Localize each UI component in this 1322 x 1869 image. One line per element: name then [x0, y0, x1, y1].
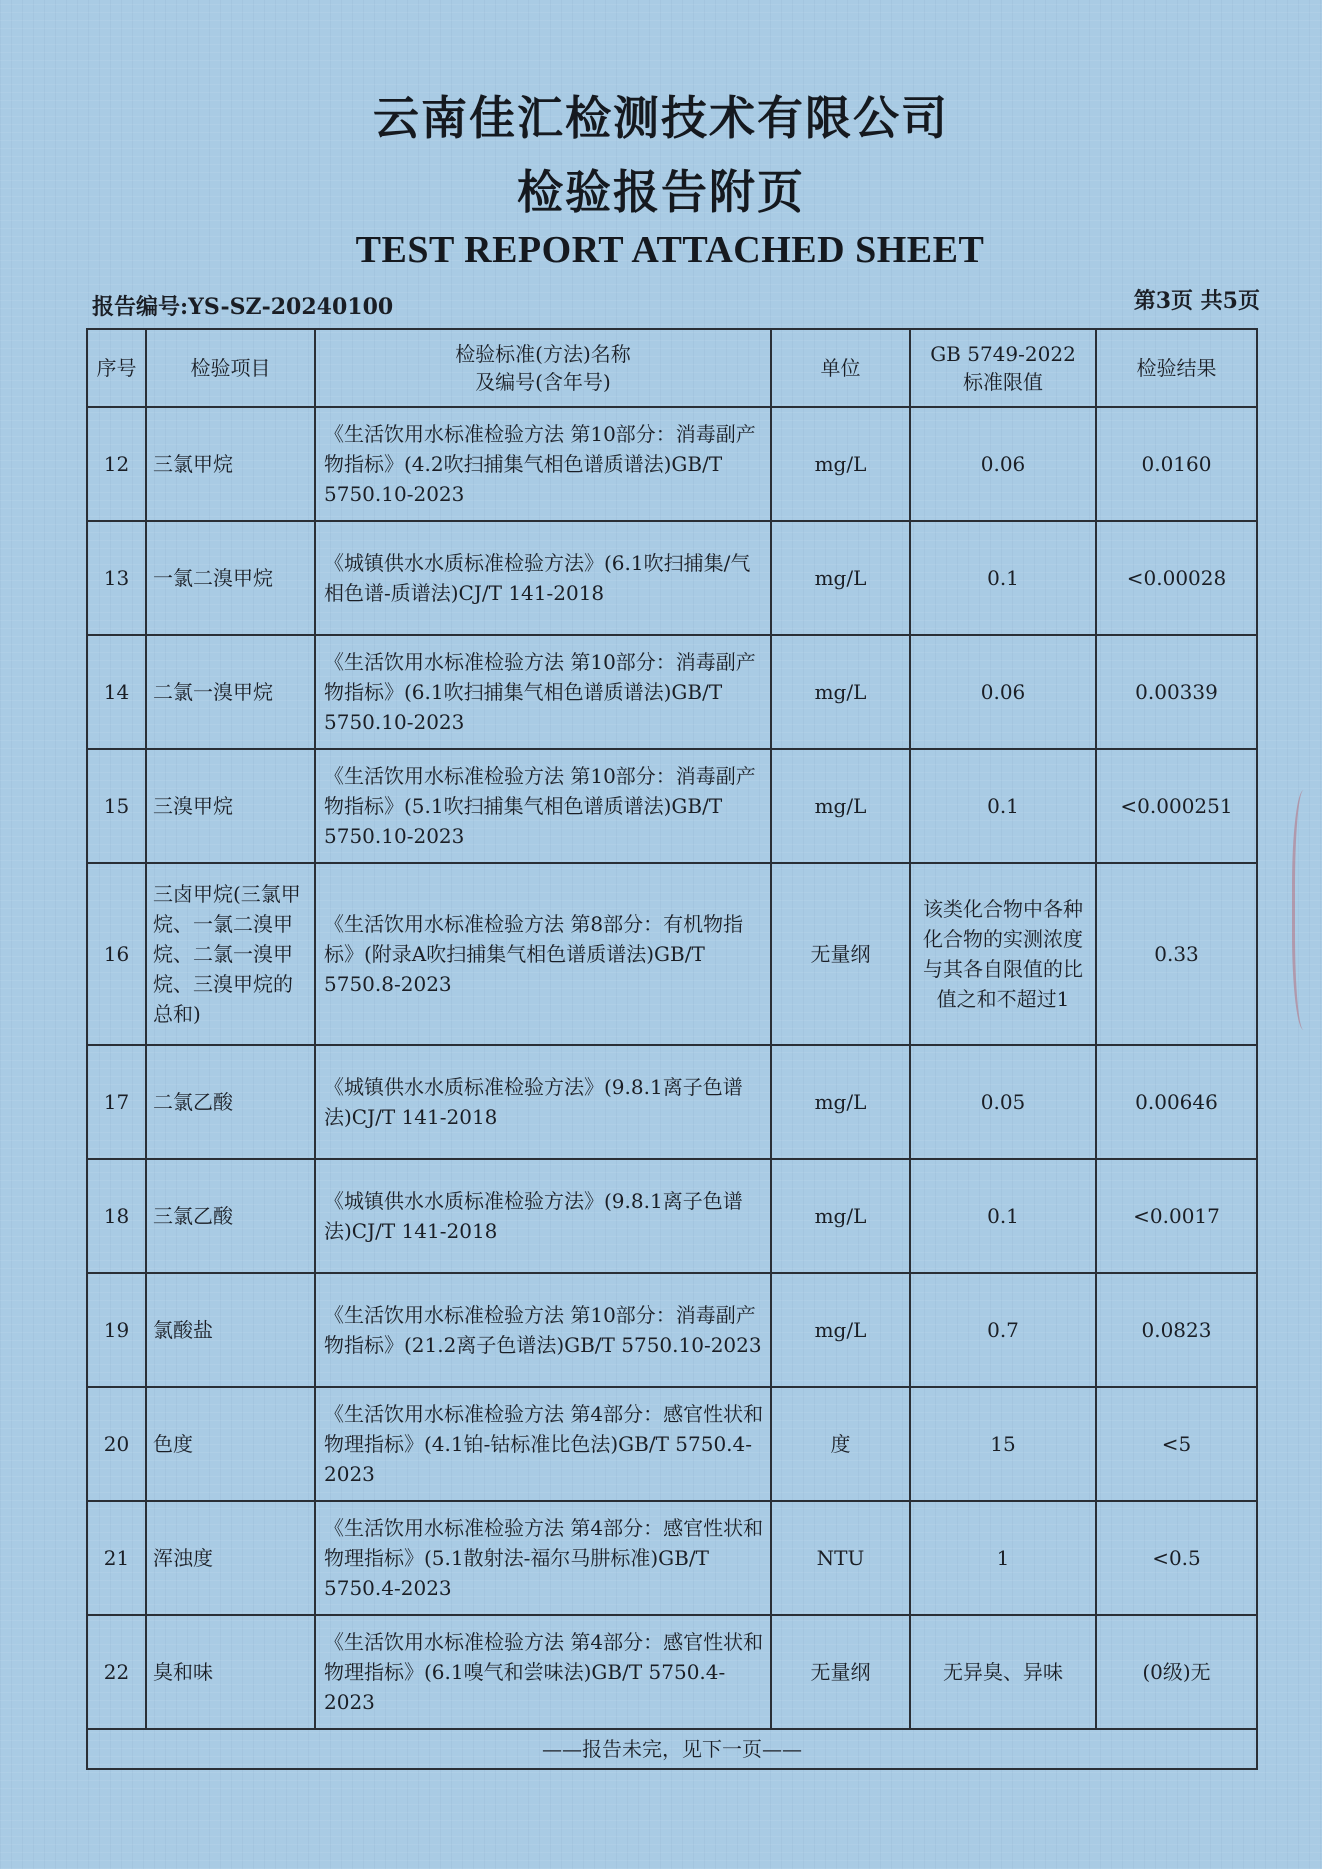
row-result: 0.00646	[1096, 1045, 1257, 1159]
row-item: 一氯二溴甲烷	[146, 521, 315, 635]
col-header-method-line2: 及编号(含年号)	[475, 370, 611, 394]
col-header-item: 检验项目	[146, 329, 315, 407]
row-method: 《生活饮用水标准检验方法 第4部分：感官性状和物理指标》(5.1散射法-福尔马肼标准)GB/T 5750.4-2023	[315, 1501, 771, 1615]
seal-edge-mark	[1292, 790, 1321, 1030]
table-row	[87, 521, 1257, 635]
row-no: 17	[87, 1045, 146, 1159]
row-no: 22	[87, 1615, 146, 1729]
col-header-unit: 单位	[771, 329, 910, 407]
row-method: 《生活饮用水标准检验方法 第10部分：消毒副产物指标》(4.2吹扫捕集气相色谱质谱法)GB/T 5750.10-2023	[315, 407, 771, 521]
table-header-row	[87, 329, 1257, 407]
row-no: 12	[87, 407, 146, 521]
col-header-limit-line1: GB 5749-2022	[930, 342, 1076, 366]
row-method: 《城镇供水水质标准检验方法》(9.8.1离子色谱法)CJ/T 141-2018	[315, 1045, 771, 1159]
row-unit: mg/L	[771, 1273, 910, 1387]
row-item: 三氯甲烷	[146, 407, 315, 521]
table-row	[87, 749, 1257, 863]
row-no: 20	[87, 1387, 146, 1501]
row-limit: 1	[910, 1501, 1096, 1615]
row-limit: 0.1	[910, 521, 1096, 635]
row-result: 0.0823	[1096, 1273, 1257, 1387]
continuation-note: ——报告未完，见下一页——	[87, 1729, 1257, 1769]
table-row	[87, 635, 1257, 749]
row-result: <0.00028	[1096, 521, 1257, 635]
row-limit: 该类化合物中各种化合物的实测浓度与其各自限值的比值之和不超过1	[910, 863, 1096, 1045]
row-limit: 无异臭、异味	[910, 1615, 1096, 1729]
row-unit: mg/L	[771, 635, 910, 749]
page-indicator: 第3页 共5页	[1133, 288, 1260, 314]
table-row	[87, 863, 1257, 1045]
row-no: 15	[87, 749, 146, 863]
table-footer-row	[87, 1729, 1257, 1769]
row-limit: 0.06	[910, 635, 1096, 749]
row-result: <0.000251	[1096, 749, 1257, 863]
col-header-limit	[910, 329, 1096, 407]
row-item: 二氯一溴甲烷	[146, 635, 315, 749]
col-header-method	[315, 329, 771, 407]
table-row	[87, 1387, 1257, 1501]
col-header-no: 序号	[87, 329, 146, 407]
row-result: 0.00339	[1096, 635, 1257, 749]
row-result: (0级)无	[1096, 1615, 1257, 1729]
table-row	[87, 1159, 1257, 1273]
row-result: <5	[1096, 1387, 1257, 1501]
table-row	[87, 1273, 1257, 1387]
row-method: 《生活饮用水标准检验方法 第10部分：消毒副产物指标》(6.1吹扫捕集气相色谱质谱法)GB/T 5750.10-2023	[315, 635, 771, 749]
row-unit: mg/L	[771, 521, 910, 635]
row-limit: 15	[910, 1387, 1096, 1501]
row-limit: 0.1	[910, 1159, 1096, 1273]
row-item: 二氯乙酸	[146, 1045, 315, 1159]
row-limit: 0.06	[910, 407, 1096, 521]
row-result: <0.0017	[1096, 1159, 1257, 1273]
row-limit: 0.1	[910, 749, 1096, 863]
row-no: 21	[87, 1501, 146, 1615]
row-limit: 0.7	[910, 1273, 1096, 1387]
row-unit: mg/L	[771, 407, 910, 521]
row-result: 0.0160	[1096, 407, 1257, 521]
english-title: TEST REPORT ATTACHED SHEET	[355, 229, 985, 271]
row-unit: 度	[771, 1387, 910, 1501]
row-method: 《生活饮用水标准检验方法 第10部分：消毒副产物指标》(5.1吹扫捕集气相色谱质谱法)GB/T 5750.10-2023	[315, 749, 771, 863]
row-item: 三溴甲烷	[146, 749, 315, 863]
row-unit: mg/L	[771, 749, 910, 863]
row-item: 浑浊度	[146, 1501, 315, 1615]
company-title: 云南佳汇检测技术有限公司	[373, 91, 949, 145]
row-no: 19	[87, 1273, 146, 1387]
row-unit: 无量纲	[771, 863, 910, 1045]
results-table	[86, 328, 1258, 1770]
row-item: 臭和味	[146, 1615, 315, 1729]
report-subtitle: 检验报告附页	[517, 165, 805, 219]
table-row	[87, 407, 1257, 521]
row-unit: mg/L	[771, 1159, 910, 1273]
row-method: 《城镇供水水质标准检验方法》(9.8.1离子色谱法)CJ/T 141-2018	[315, 1159, 771, 1273]
table-row	[87, 1615, 1257, 1729]
row-item: 三卤甲烷(三氯甲烷、一氯二溴甲烷、二氯一溴甲烷、三溴甲烷的总和)	[146, 863, 315, 1045]
col-header-method-line1: 检验标准(方法)名称	[455, 342, 631, 366]
row-item: 氯酸盐	[146, 1273, 315, 1387]
row-no: 18	[87, 1159, 146, 1273]
row-limit: 0.05	[910, 1045, 1096, 1159]
row-method: 《生活饮用水标准检验方法 第8部分：有机物指标》(附录A吹扫捕集气相色谱质谱法)GB/T 5750.8-2023	[315, 863, 771, 1045]
row-no: 14	[87, 635, 146, 749]
row-unit: 无量纲	[771, 1615, 910, 1729]
col-header-result: 检验结果	[1096, 329, 1257, 407]
row-unit: mg/L	[771, 1045, 910, 1159]
row-unit: NTU	[771, 1501, 910, 1615]
row-result: 0.33	[1096, 863, 1257, 1045]
row-item: 三氯乙酸	[146, 1159, 315, 1273]
row-method: 《生活饮用水标准检验方法 第4部分：感官性状和物理指标》(4.1铂-钴标准比色法)GB/T 5750.4-2023	[315, 1387, 771, 1501]
row-no: 16	[87, 863, 146, 1045]
row-no: 13	[87, 521, 146, 635]
row-method: 《生活饮用水标准检验方法 第10部分：消毒副产物指标》(21.2离子色谱法)GB/T 5750.10-2023	[315, 1273, 771, 1387]
row-result: <0.5	[1096, 1501, 1257, 1615]
col-header-limit-line2: 标准限值	[963, 370, 1043, 394]
row-item: 色度	[146, 1387, 315, 1501]
report-number: 报告编号:YS-SZ-20240100	[92, 294, 394, 320]
table-row	[87, 1045, 1257, 1159]
row-method: 《城镇供水水质标准检验方法》(6.1吹扫捕集/气相色谱-质谱法)CJ/T 141-2018	[315, 521, 771, 635]
table-row	[87, 1501, 1257, 1615]
row-method: 《生活饮用水标准检验方法 第4部分：感官性状和物理指标》(6.1嗅气和尝味法)GB/T 5750.4-2023	[315, 1615, 771, 1729]
